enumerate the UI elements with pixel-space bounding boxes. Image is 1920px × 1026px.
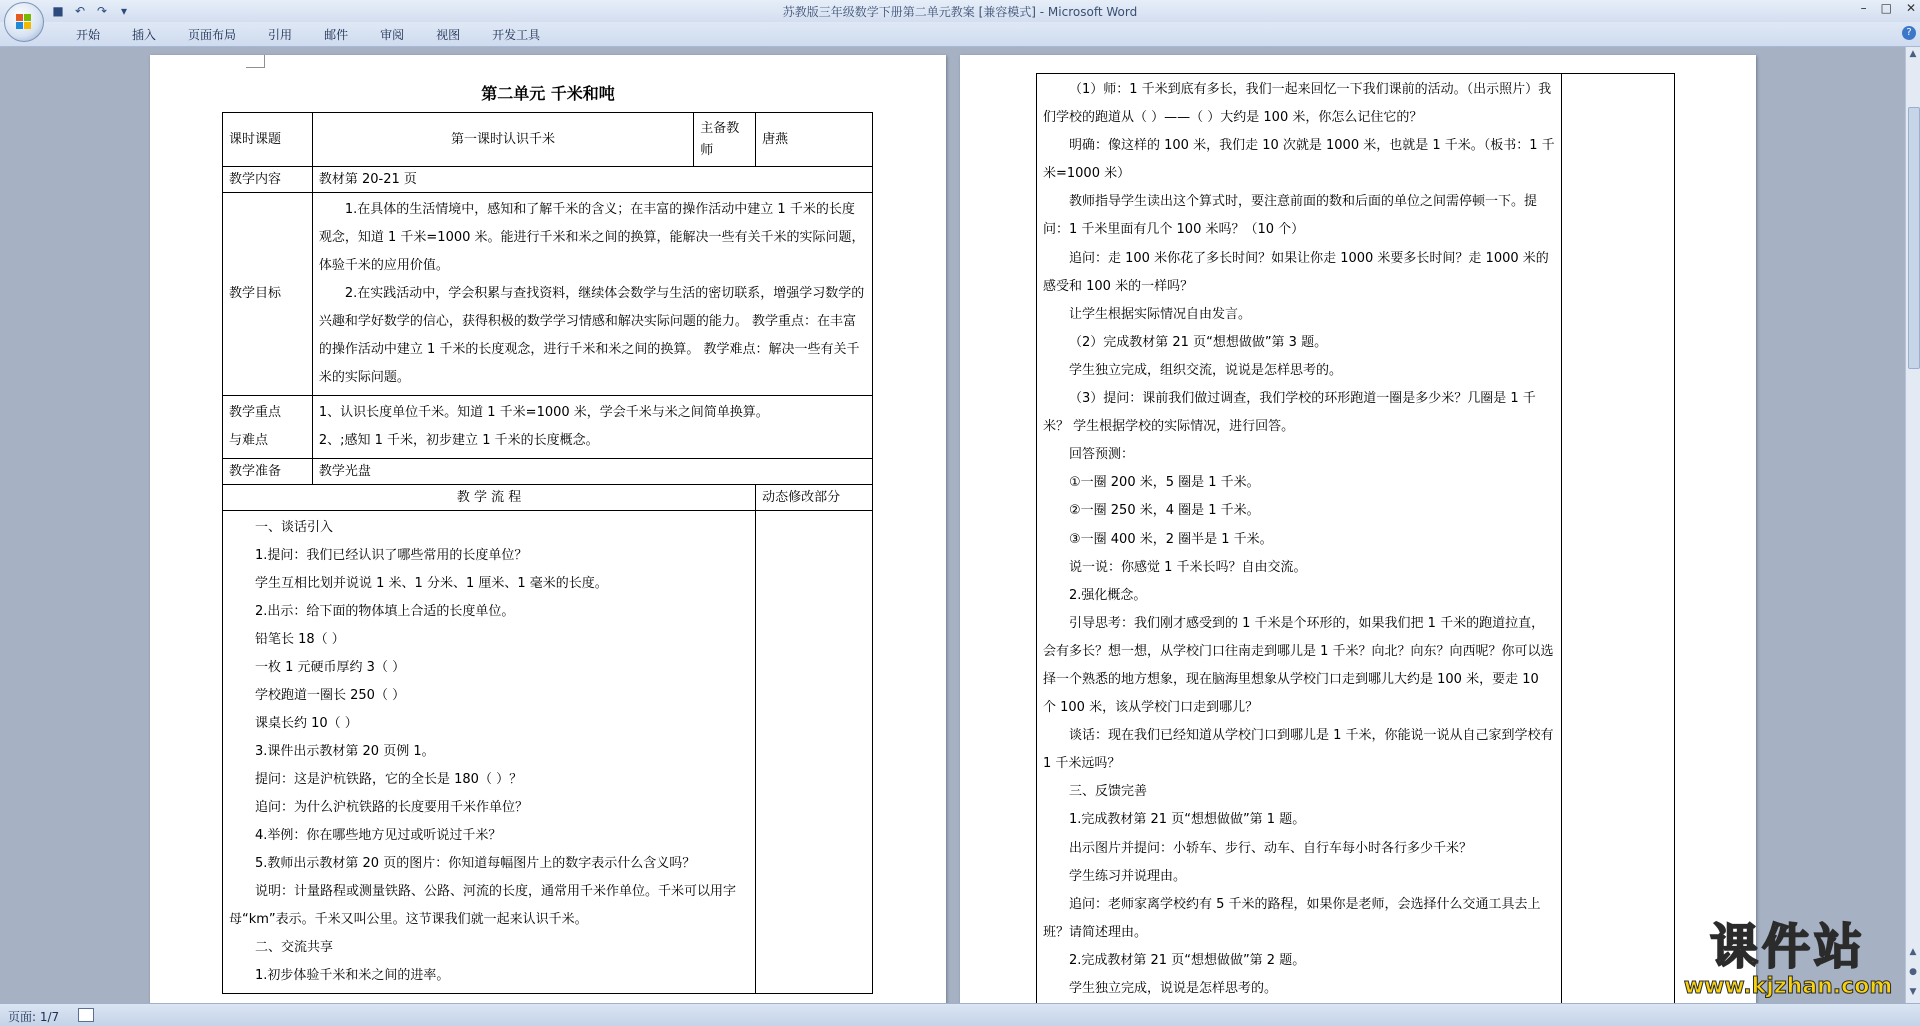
flow-line: 追问：走 100 米你花了多长时间？如果让你走 1000 米要多长时间？走 1000 米的感受和 100 米的一样吗？ xyxy=(1043,250,1549,294)
flow-line: 说明：计量路程或测量铁路、公路、河流的长度，通常用千米作单位。千米可以用字母“km”表示。千米又叫公里。这节课我们就一起来认识千米。 xyxy=(229,884,737,927)
flow-line: 引导思考：我们刚才感受到的 1 千米是个环形的，如果我们把 1 千米的跑道拉直，会有多长？想一想，从学校门口往南走到哪儿是 1 千米？向北？向东？向西呢？你可以选择一个熟悉的地方想象，现在脑海里想象从学校门口走到哪儿大约是 100 米，要走 10 个 100 米，该从学校门口走到哪儿？ xyxy=(1043,615,1554,716)
flow-line: 1.完成教材第 21 页“想想做做”第 1 题。 xyxy=(1069,812,1306,828)
page-right xyxy=(960,55,1756,1003)
teaching-flow-continued xyxy=(1037,74,1562,1003)
flow-line: 5.教师出示教材第 20 页的图片：你知道每幅图片上的数字表示什么含义吗？ xyxy=(255,856,696,871)
flow-line: 1.初步体验千米和米之间的进率。 xyxy=(255,968,450,983)
goals-cell xyxy=(312,193,872,396)
browse-object-icon[interactable]: ● xyxy=(1909,967,1917,977)
redo-icon[interactable]: ↷ xyxy=(96,4,108,18)
vertical-scrollbar[interactable] xyxy=(1905,47,1920,1003)
watermark-text: 课件站 xyxy=(1709,919,1866,975)
prep-label: 教学准备 xyxy=(223,459,313,485)
key-point: 2、;感知 1 千米，初步建立 1 千米的长度概念。 xyxy=(318,433,599,448)
flow-line: 2.完成教材第 21 页“想想做做”第 2 题。 xyxy=(1069,952,1306,968)
teacher-value: 唐燕 xyxy=(756,113,873,167)
content-label: 教学内容 xyxy=(223,167,313,193)
proofing-icon[interactable] xyxy=(78,1008,94,1022)
flow-line: （1）师：1 千米到底有多长，我们一起来回忆一下我们课前的活动。（出示照片）我们学校的跑道从（ ）——（ ）大约是 100 米，你怎么记住它的？ xyxy=(1043,82,1552,126)
next-page-icon[interactable]: ▼ xyxy=(1909,987,1917,997)
flow-line: 铅笔长 18（ ） xyxy=(255,632,345,647)
tab-mailings[interactable]: 邮件 xyxy=(324,28,349,42)
flow-line: 学生独立完成，说说是怎样思考的。 xyxy=(1069,981,1278,996)
office-button[interactable] xyxy=(4,2,44,42)
goals-label: 教学目标 xyxy=(223,193,313,396)
flow-line: 学生独立完成，组织交流，说说是怎样思考的。 xyxy=(1069,362,1343,378)
lesson-plan-table xyxy=(222,112,873,994)
content-value: 教材第 20-21 页 xyxy=(312,167,872,193)
help-icon[interactable]: ? xyxy=(1902,26,1916,40)
flow-line: 一、谈话引入 xyxy=(255,520,334,535)
flow-line: 让学生根据实际情况自由发言。 xyxy=(1069,306,1252,322)
flow-line: 3.课件出示教材第 20 页例 1。 xyxy=(255,744,435,759)
watermark-logo xyxy=(1668,920,1908,1000)
tab-insert[interactable]: 插入 xyxy=(132,28,157,42)
title-bar xyxy=(0,0,1920,23)
tab-page-layout[interactable]: 页面布局 xyxy=(188,28,237,42)
goals-paragraph: 2.在实践活动中，学会积累与查找资料，继续体会数学与生活的密切联系，增强学习数学的兴趣和学好数学的信心，获得积极的数学学习情感和解决实际问题的能力。 教学重点：在丰富的操作活动中建立 1 千米的长度观念，进行千米和米之间的换算。 教学难点：解决一些有关千米的实际问题。 xyxy=(318,286,865,385)
window-title: 苏教版三年级数学下册第二单元教案 [兼容模式] - Microsoft Word xyxy=(782,5,1138,19)
flow-line: 追问：老师家离学校约有 5 千米的路程，如果你是老师，会选择什么交通工具去上班？请简述理由。 xyxy=(1043,896,1541,940)
flow-line: （2）完成教材第 21 页“想想做做”第 3 题。 xyxy=(1069,334,1328,350)
tab-developer[interactable]: 开发工具 xyxy=(492,28,541,42)
save-icon[interactable]: ■ xyxy=(52,4,64,18)
teacher-label: 主备教师 xyxy=(694,113,756,167)
status-bar xyxy=(0,1003,1920,1026)
flow-line: 一枚 1 元硬币厚约 3（ ） xyxy=(255,660,406,675)
flow-line: 明确：像这样的 100 米，我们走 10 次就是 1000 米，也就是 1 千米。（板书：1 千米=1000 米） xyxy=(1043,138,1555,182)
flow-line: 三、反馈完善 xyxy=(1069,784,1148,800)
flow-line: ②一圈 250 米，4 圈是 1 千米。 xyxy=(1069,503,1260,519)
flow-line: 回答预测： xyxy=(1069,447,1135,463)
flow-line: 学生练习并说理由。 xyxy=(1069,868,1187,884)
key-points-label: 教学重点 与难点 xyxy=(223,396,313,459)
flow-line: 谈话：现在我们已经知道从学校门口到哪儿是 1 千米，你能说一说从自己家到学校有 1 千米远吗？ xyxy=(1043,728,1554,772)
flow-line: 学生互相比划并说说 1 米、1 分米、1 厘米、1 毫米的长度。 xyxy=(255,576,608,591)
scroll-thumb[interactable] xyxy=(1908,107,1920,369)
flow-line: 学校跑道一圈长 250（ ） xyxy=(255,688,406,703)
page-count[interactable]: 页面: 1/7 xyxy=(8,1010,60,1024)
flow-line: （3）提问：课前我们做过调查，我们学校的环形跑道一圈是多少米？几圈是 1 千米？ 学生根据学校的实际情况，进行回答。 xyxy=(1043,391,1536,435)
key-points-cell xyxy=(312,396,872,459)
tab-references[interactable]: 引用 xyxy=(268,28,293,42)
flow-line: 1.提问：我们已经认识了哪些常用的长度单位？ xyxy=(255,548,528,563)
maximize-icon[interactable]: □ xyxy=(1880,1,1892,15)
document-area xyxy=(0,47,1905,1003)
flow-line: 2.强化概念。 xyxy=(1069,587,1147,603)
minimize-icon[interactable]: – xyxy=(1860,1,1867,15)
window-controls xyxy=(1861,1,1916,15)
watermark-url: www.kjzhan.com xyxy=(1683,974,1893,999)
flow-line: ①一圈 200 米，5 圈是 1 千米。 xyxy=(1069,475,1260,491)
flow-line: 教师指导学生读出这个算式时，要注意前面的数和后面的单位之间需停顿一下。提问：1 千米里面有几个 100 米吗？（10 个） xyxy=(1043,194,1538,238)
doc-title: 第二单元 千米和吨 xyxy=(481,84,615,103)
tab-review[interactable]: 审阅 xyxy=(380,28,405,42)
flow-line: 4.举例：你在哪些地方见过或听说过千米？ xyxy=(255,828,502,843)
previous-page-icon[interactable]: ▲ xyxy=(1909,947,1917,957)
margin-mark xyxy=(246,55,265,68)
page-left xyxy=(150,55,946,1003)
prep-value: 教学光盘 xyxy=(312,459,872,485)
flow-header: 教 学 流 程 xyxy=(223,485,756,511)
dynamic-notes-cell xyxy=(756,511,873,994)
customize-toolbar-icon[interactable]: ▾ xyxy=(120,4,128,18)
flow-line: 二、交流共享 xyxy=(255,940,334,955)
undo-icon[interactable]: ↶ xyxy=(74,4,86,18)
close-icon[interactable]: ✕ xyxy=(1905,1,1916,15)
tab-view[interactable]: 视图 xyxy=(436,28,461,42)
teaching-flow xyxy=(223,511,756,994)
dynamic-header: 动态修改部分 xyxy=(756,485,873,511)
lesson-value: 第一课时认识千米 xyxy=(312,113,693,167)
key-point: 1、认识长度单位千米。知道 1 千米=1000 米，学会千米与米之间简单换算。 xyxy=(318,405,769,420)
flow-line: 说一说：你感觉 1 千米长吗？自由交流。 xyxy=(1069,559,1307,575)
tab-home[interactable]: 开始 xyxy=(76,28,101,42)
lesson-label: 课时课题 xyxy=(223,113,313,167)
goals-paragraph: 1.在具体的生活情境中，感知和了解千米的含义；在丰富的操作活动中建立 1 千米的长度观念，知道 1 千米=1000 米。能进行千米和米之间的换算，能解决一些有关千米的实际问题，体验千米的应用价值。 xyxy=(318,202,865,273)
flow-line: ③一圈 400 米，2 圈半是 1 千米。 xyxy=(1069,531,1273,547)
continuation-table xyxy=(1036,73,1675,1003)
scroll-up-icon[interactable]: ▲ xyxy=(1909,49,1917,59)
flow-line: 提问：这是沪杭铁路，它的全长是 180（ ）？ xyxy=(255,772,523,787)
flow-line: 追问：为什么沪杭铁路的长度要用千米作单位？ xyxy=(255,800,529,815)
flow-line: 2.出示：给下面的物体填上合适的长度单位。 xyxy=(255,604,515,619)
flow-line: 课桌长约 10（ ） xyxy=(255,716,358,731)
flow-line: 出示图片并提问：小轿车、步行、动车、自行车每小时各行多少千米？ xyxy=(1069,840,1473,856)
ribbon-tabs xyxy=(0,22,1920,47)
office-logo-icon xyxy=(16,14,32,30)
